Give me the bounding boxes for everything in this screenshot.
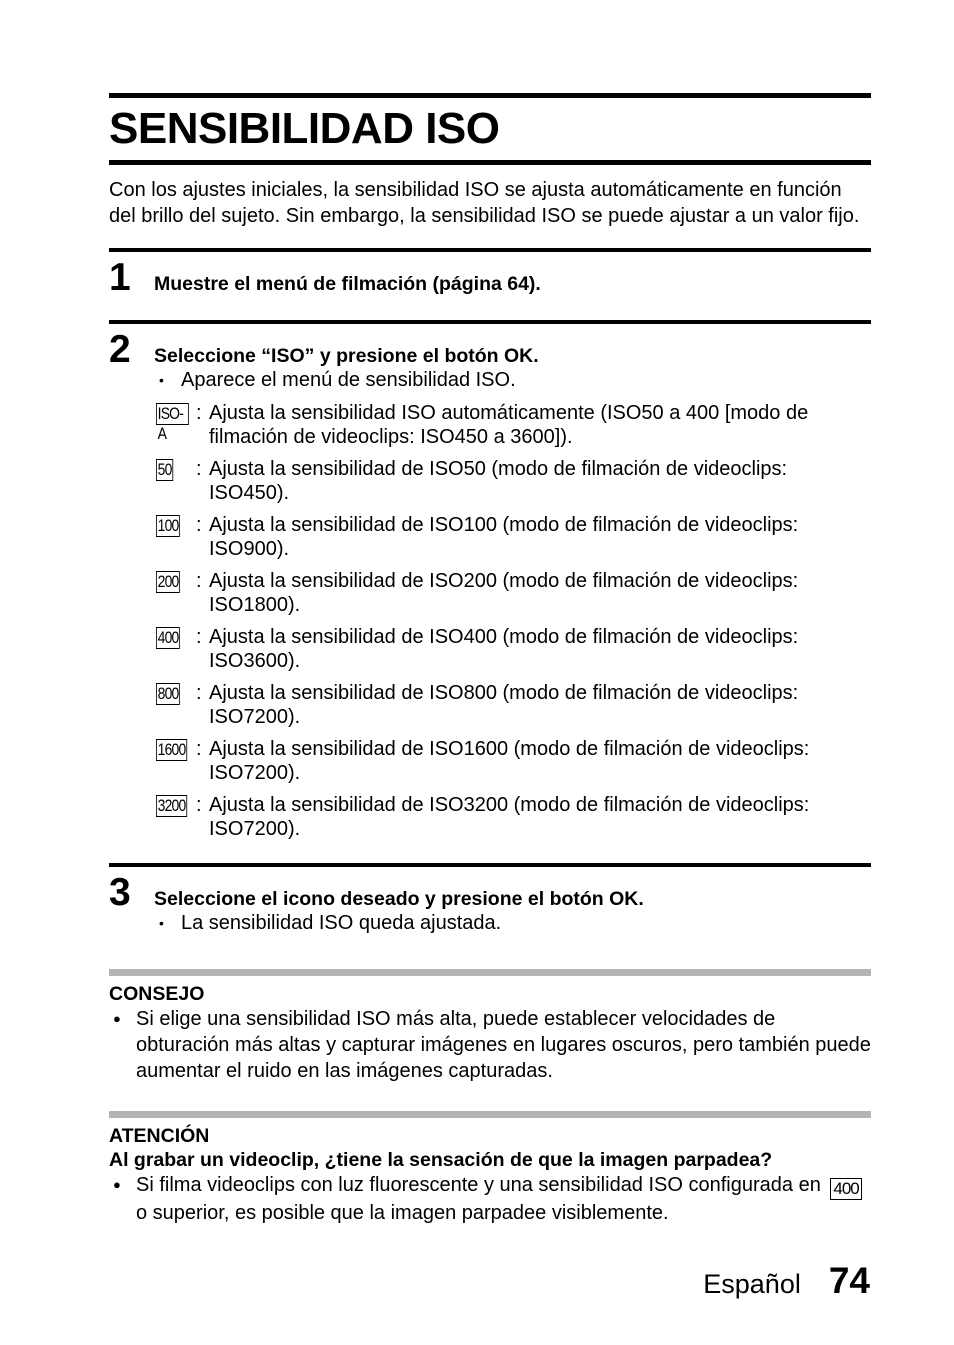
iso-option-400: 400 : Ajusta la sensibilidad de ISO400 (modo de filmación de videoclips: ISO3600). [156,625,871,673]
manual-page [109,0,871,1226]
iso-option-200: 200 : Ajusta la sensibilidad de ISO200 (modo de filmación de videoclips: ISO1800). [156,569,871,617]
iso-3200-icon: 3200 [157,796,186,815]
iso-option-3200: 3200 : Ajusta la sensibilidad de ISO3200 (modo de filmación de videoclips: ISO7200). [156,793,871,841]
iso-800-icon: 800 [157,684,179,703]
title-bottom-rule [109,160,871,165]
step-bullet: • Aparece el menú de sensibilidad ISO. [159,368,871,393]
tip-section [109,982,871,1084]
iso-auto-icon: ISO-A [156,403,189,425]
step-3 [109,873,871,936]
tip-label: CONSEJO [109,983,205,1005]
tip-text: ● Si elige una sensibilidad ISO más alta, puede establecer velocidades de obturación más altas y capturar imágenes en lugares oscuros, pero también puede aumentar el ruido en las imágenes capturadas. [109,1006,871,1084]
step-2 [109,330,871,841]
iso-option-text: Ajusta la sensibilidad de ISO800 (modo de filmación de videoclips: ISO7200). [209,682,799,728]
iso-50-icon: 50 [157,460,172,479]
page-footer [703,1260,870,1302]
caution-text [109,1172,871,1226]
step-1-rule [109,248,871,252]
footer-language: Español [703,1269,801,1299]
step-heading: Seleccione “ISO” y presione el botón OK. [154,345,539,367]
iso-option-800: 800 : Ajusta la sensibilidad de ISO800 (modo de filmación de videoclips: ISO7200). [156,681,871,729]
iso-option-text: Ajusta la sensibilidad de ISO100 (modo de filmación de videoclips: ISO900). [209,514,799,560]
caution-section [109,1124,871,1226]
step-bullet: • La sensibilidad ISO queda ajustada. [159,911,871,936]
iso-option-text: Ajusta la sensibilidad de ISO400 (modo de filmación de videoclips: ISO3600). [209,626,799,672]
iso-400-icon: 400 [157,628,179,647]
page-number: 74 [828,1260,870,1301]
step-2-rule [109,320,871,324]
step-number: 3 [109,871,131,914]
iso-option-text: Ajusta la sensibilidad de ISO3200 (modo de filmación de videoclips: ISO7200). [209,794,810,840]
step-heading: Seleccione el icono deseado y presione el botón OK. [154,888,644,910]
iso-option-auto: ISO-A : Ajusta la sensibilidad ISO automáticamente (ISO50 a 400 [modo de filmación de videoclips: ISO450 a 3600]). [156,401,871,449]
iso-option-100: 100 : Ajusta la sensibilidad de ISO100 (modo de filmación de videoclips: ISO900). [156,513,871,561]
caution-text-before: Si filma videoclips con luz fluorescente y una sensibilidad ISO configurada en [136,1174,821,1196]
caution-label: ATENCIÓN [109,1125,210,1147]
step-3-rule [109,863,871,867]
iso-option-text: Ajusta la sensibilidad de ISO1600 (modo de filmación de videoclips: ISO7200). [209,738,810,784]
caution-question: Al grabar un videoclip, ¿tiene la sensación de que la imagen parpadea? [109,1149,773,1171]
iso-option-1600: 1600 : Ajusta la sensibilidad de ISO1600 (modo de filmación de videoclips: ISO7200). [156,737,871,785]
step-heading: Muestre el menú de filmación (página 64). [154,273,541,295]
step-number: 1 [109,256,131,299]
step-1 [109,258,871,320]
iso-option-text: Ajusta la sensibilidad de ISO50 (modo de filmación de videoclips: ISO450). [209,458,788,504]
step-number: 2 [109,328,131,371]
page-title: SENSIBILIDAD ISO [109,104,500,153]
caution-rule [109,1111,871,1118]
iso-200-icon: 200 [157,572,179,591]
iso-option-text: Ajusta la sensibilidad de ISO200 (modo de filmación de videoclips: ISO1800). [209,570,799,616]
caution-text-after: o superior, es posible que la imagen parpadee visiblemente. [136,1202,669,1224]
title-top-rule [109,93,871,98]
tip-rule [109,969,871,976]
iso-400-icon: 400 [830,1178,861,1200]
iso-option-text: Ajusta la sensibilidad ISO automáticamente (ISO50 a 400 [modo de filmación de videoclips: ISO450 a 3600]). [209,402,809,448]
iso-1600-icon: 1600 [157,740,186,759]
intro-paragraph: Con los ajustes iniciales, la sensibilidad ISO se ajusta automáticamente en función del brillo del sujeto. Sin embargo, la sensibilidad ISO se puede ajustar a un valor fijo. [109,179,860,227]
iso-100-icon: 100 [157,516,179,535]
iso-option-50: 50 : Ajusta la sensibilidad de ISO50 (modo de filmación de videoclips: ISO450). [156,457,871,505]
